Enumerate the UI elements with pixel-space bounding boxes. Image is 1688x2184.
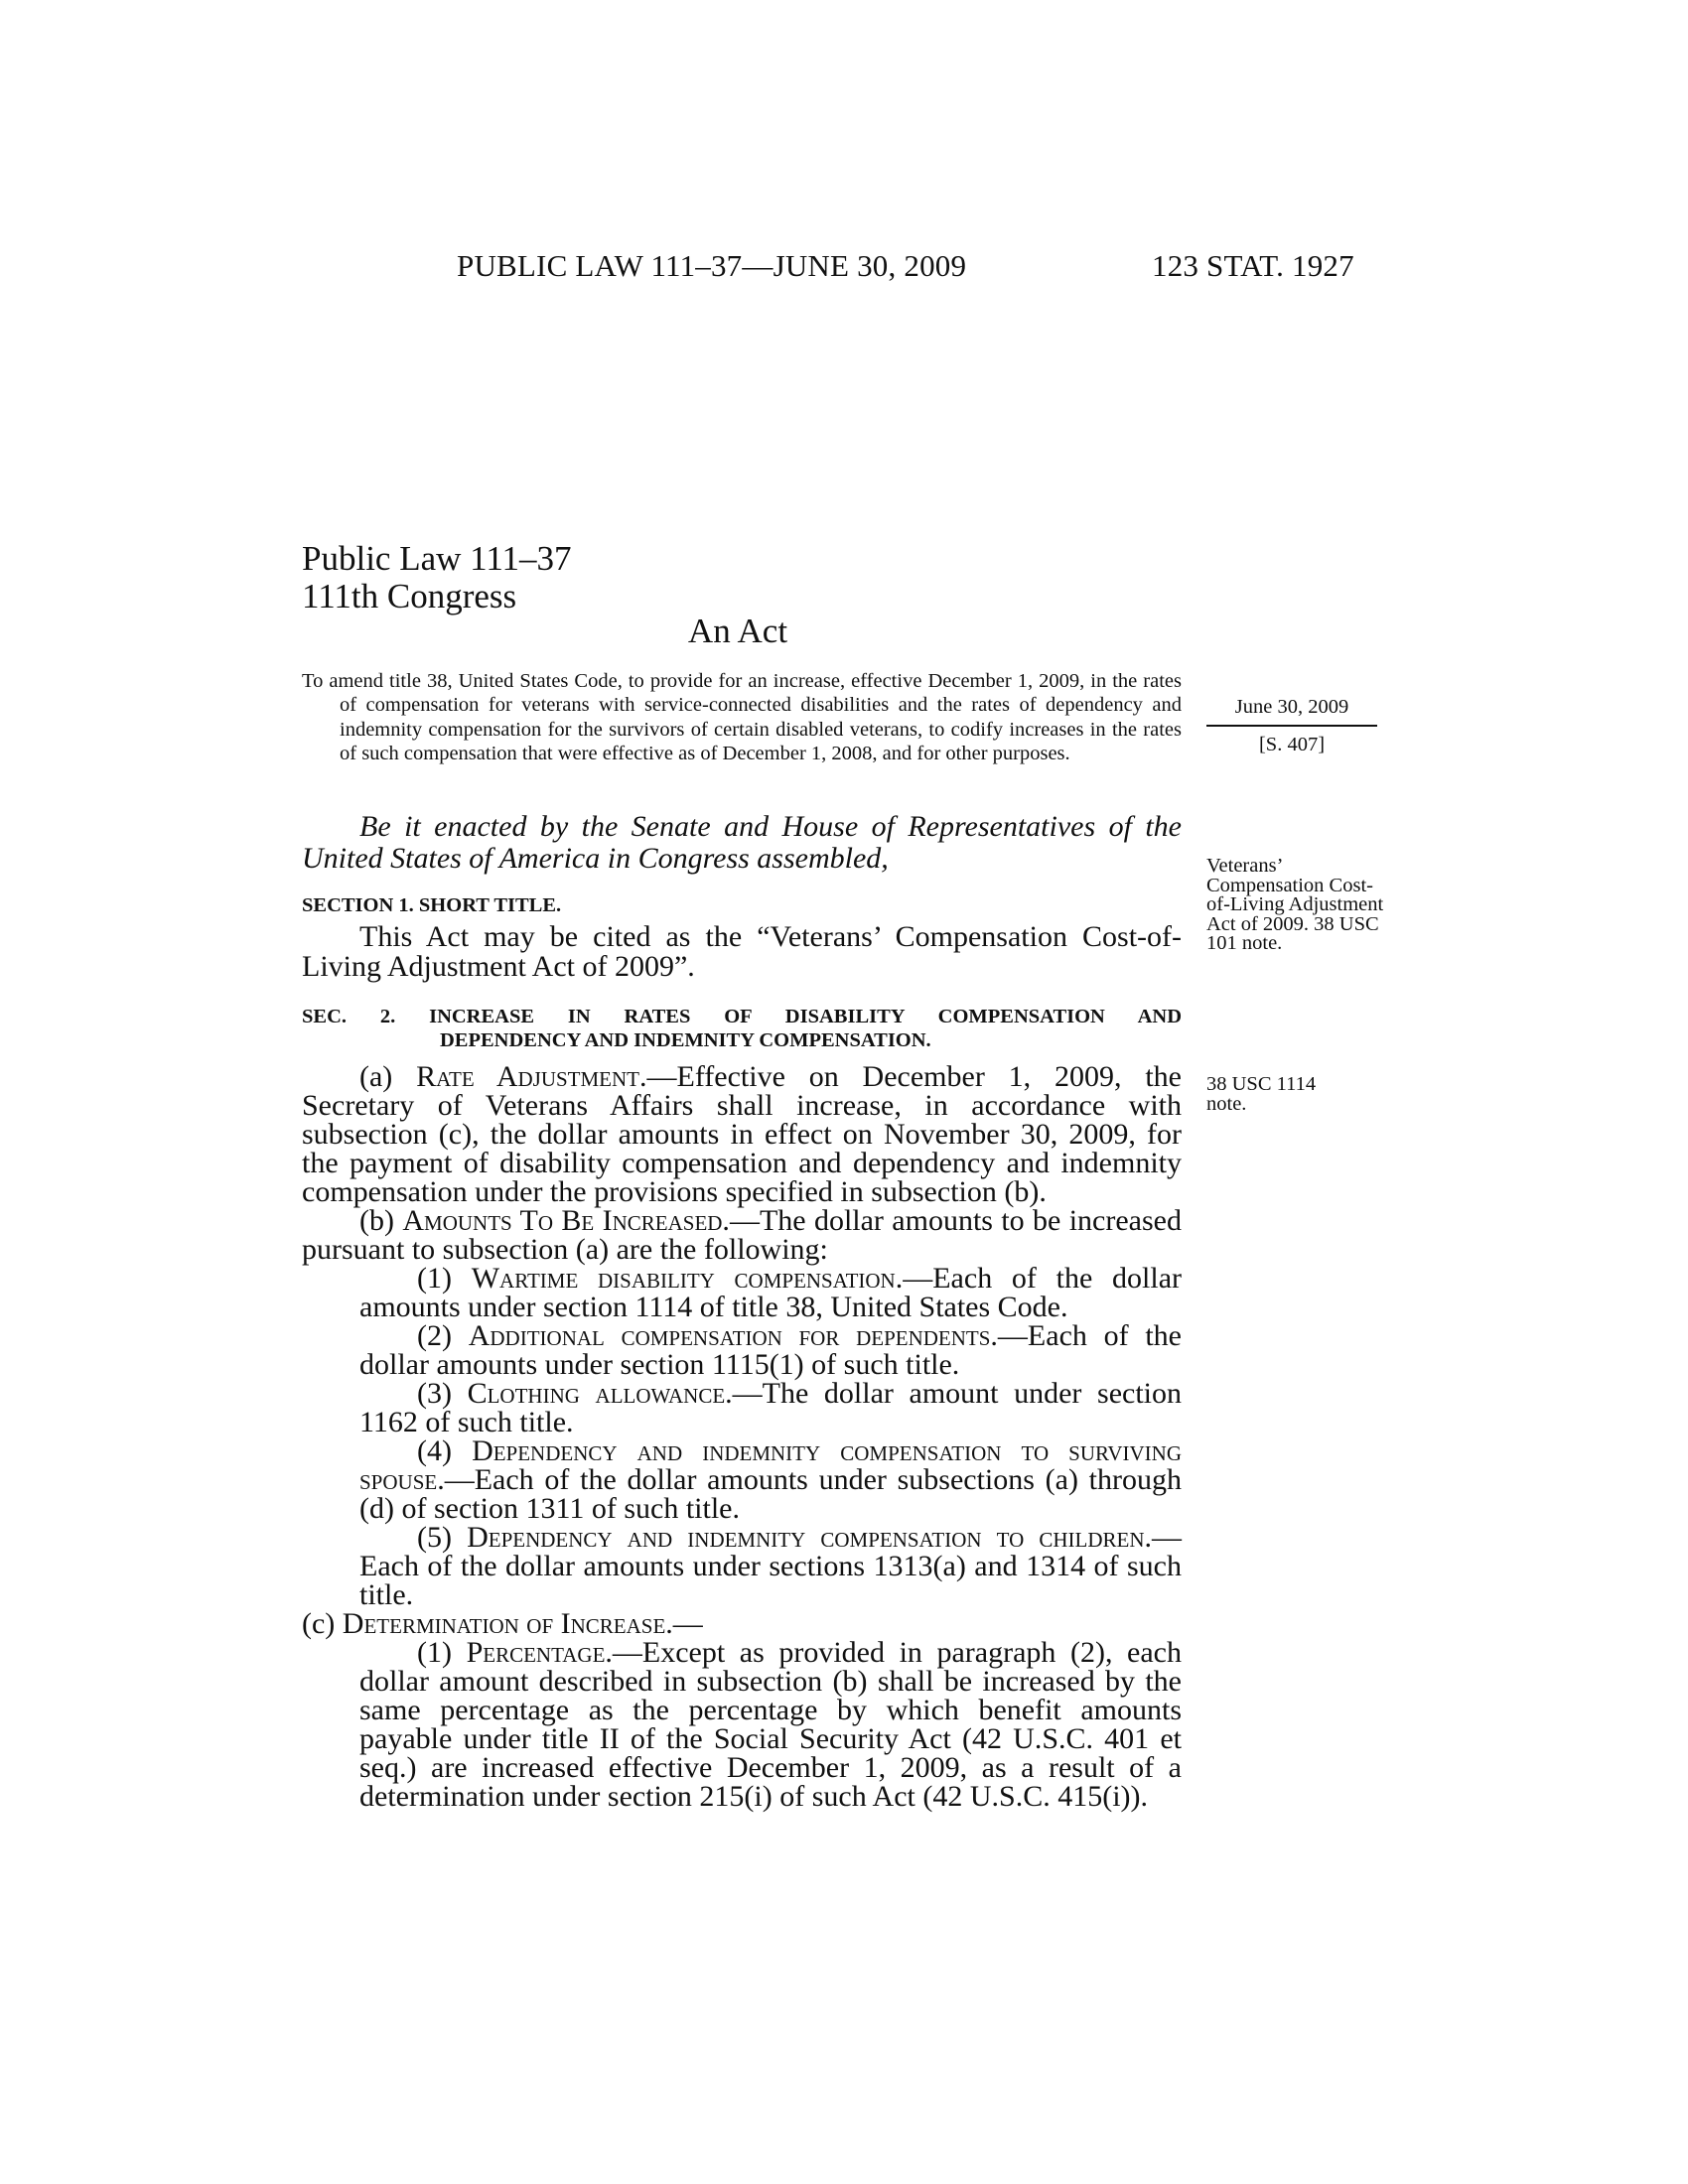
law-number: Public Law 111–37 — [302, 539, 572, 578]
paragraph-b2-caption: Additional compensation for dependents. — [468, 1319, 998, 1352]
paragraph-b2 — [302, 1321, 1182, 1379]
subsection-a-label: (a) — [359, 1060, 393, 1093]
paragraph-c1-caption: Percentage. — [466, 1636, 613, 1669]
margin-note-short-title: Veterans’ Compensation Cost-of-Living Adjustment Act of 2009. 38 USC 101 note. — [1206, 855, 1384, 954]
paragraph-b3 — [302, 1379, 1182, 1436]
section-2-heading-line-1: SEC. 2. INCREASE IN RATES OF DISABILITY COMPENSATION AND — [302, 1006, 1182, 1027]
congress: 111th Congress — [302, 577, 517, 615]
paragraph-b1-caption: Wartime disability compensation. — [471, 1262, 904, 1295]
section-1-heading: SECTION 1. SHORT TITLE. — [302, 894, 562, 916]
paragraph-c1 — [302, 1638, 1182, 1811]
subsection-a — [302, 1062, 1182, 1206]
subsection-b — [302, 1206, 1182, 1264]
act-heading: An Act — [687, 612, 788, 650]
running-head-title: PUBLIC LAW 111–37—JUNE 30, 2009 — [457, 248, 967, 283]
paragraph-b1-label: (1) — [417, 1262, 452, 1295]
enactment-date: June 30, 2009 — [1206, 695, 1377, 727]
bill-number: [S. 407] — [1258, 734, 1326, 755]
subsection-b-label: (b) — [359, 1204, 394, 1237]
paragraph-b5-caption: Dependency and indemnity compensation to children. — [467, 1521, 1153, 1554]
paragraph-c1-label: (1) — [417, 1636, 452, 1669]
enacting-clause: Be it enacted by the Senate and House of Representatives of the United States of America in Congress assembled, — [302, 810, 1182, 875]
section-2-heading-line-2: DEPENDENCY AND INDEMNITY COMPENSATION. — [440, 1029, 931, 1052]
subsection-c-label: (c) — [302, 1607, 336, 1640]
paragraph-b3-label: (3) — [417, 1377, 452, 1410]
paragraph-b1 — [302, 1264, 1182, 1321]
paragraph-c1-text: —Except as provided in paragraph (2), each dollar amount described in subsection (b) shall be increased by the same percentage as the percentage by which benefit amounts payable under title II of the Social Security Act (42 U.S.C. 401 et seq.) are increased effective December 1, 2009, as a result of a determination under section 215(i) of such Act (42 U.S.C. 415(i)). — [359, 1636, 1182, 1813]
margin-date-box — [1206, 695, 1377, 756]
paragraph-b3-caption: Clothing allowance. — [467, 1377, 733, 1410]
paragraph-b5-text: —Each of the dollar amounts under sections 1313(a) and 1314 of such title. — [359, 1521, 1183, 1611]
subsection-c-text: — — [672, 1607, 703, 1640]
paragraph-b5-label: (5) — [417, 1521, 452, 1554]
page-number: 123 STAT. 1927 — [1152, 248, 1354, 283]
subsection-b-caption: Amounts To Be Increased. — [402, 1204, 730, 1237]
purpose-text: To amend title 38, United States Code, to provide for an increase, effective December 1, 2009, in the rates of compensation for veterans with service-connected disabilities and the rates of dependency and indemnity compensation for the survivors of certain disabled veterans, to codify increases in the rates of such compensation that were effective as of December 1, 2008, and for other purposes. — [302, 670, 1182, 765]
purpose-clause — [302, 669, 1182, 766]
subsection-c — [302, 1609, 1182, 1638]
paragraph-b4-caption: Dependency and indemnity compensation to surviving spouse. — [359, 1434, 1183, 1496]
subsection-b-text: —The dollar amounts to be increased pursuant to subsection (a) are the following: — [302, 1204, 1182, 1266]
paragraph-b4-label: (4) — [417, 1434, 452, 1467]
paragraph-b1-text: —Each of the dollar amounts under section 1114 of title 38, United States Code. — [359, 1262, 1182, 1323]
paragraph-b4 — [302, 1436, 1182, 1523]
subsection-a-text: —Effective on December 1, 2009, the Secretary of Veterans Affairs shall increase, in accordance with subsection (c), the dollar amounts in effect on November 30, 2009, for the payment of disability compensation and dependency and indemnity compensation under the provisions specified in subsection (b). — [302, 1060, 1182, 1208]
running-head — [0, 248, 1688, 288]
section-1-text: This Act may be cited as the “Veterans’ Compensation Cost-of-Living Adjustment Act of 2009”. — [302, 920, 1182, 983]
section-2-body — [302, 1062, 1182, 1811]
paragraph-b4-text: —Each of the dollar amounts under subsections (a) through (d) of section 1311 of such title. — [359, 1463, 1182, 1525]
paragraph-b3-text: —The dollar amount under section 1162 of such title. — [359, 1377, 1182, 1438]
paragraph-b5 — [302, 1523, 1182, 1609]
subsection-a-caption: Rate Adjustment. — [416, 1060, 647, 1093]
paragraph-b2-label: (2) — [417, 1319, 452, 1352]
margin-note-rate-adjustment: 38 USC 1114 note. — [1206, 1073, 1317, 1115]
subsection-c-caption: Determination of Increase. — [342, 1607, 673, 1640]
section-2-heading — [302, 1005, 1182, 1053]
paragraph-b2-text: —Each of the dollar amounts under section 1115(1) of such title. — [359, 1319, 1182, 1381]
